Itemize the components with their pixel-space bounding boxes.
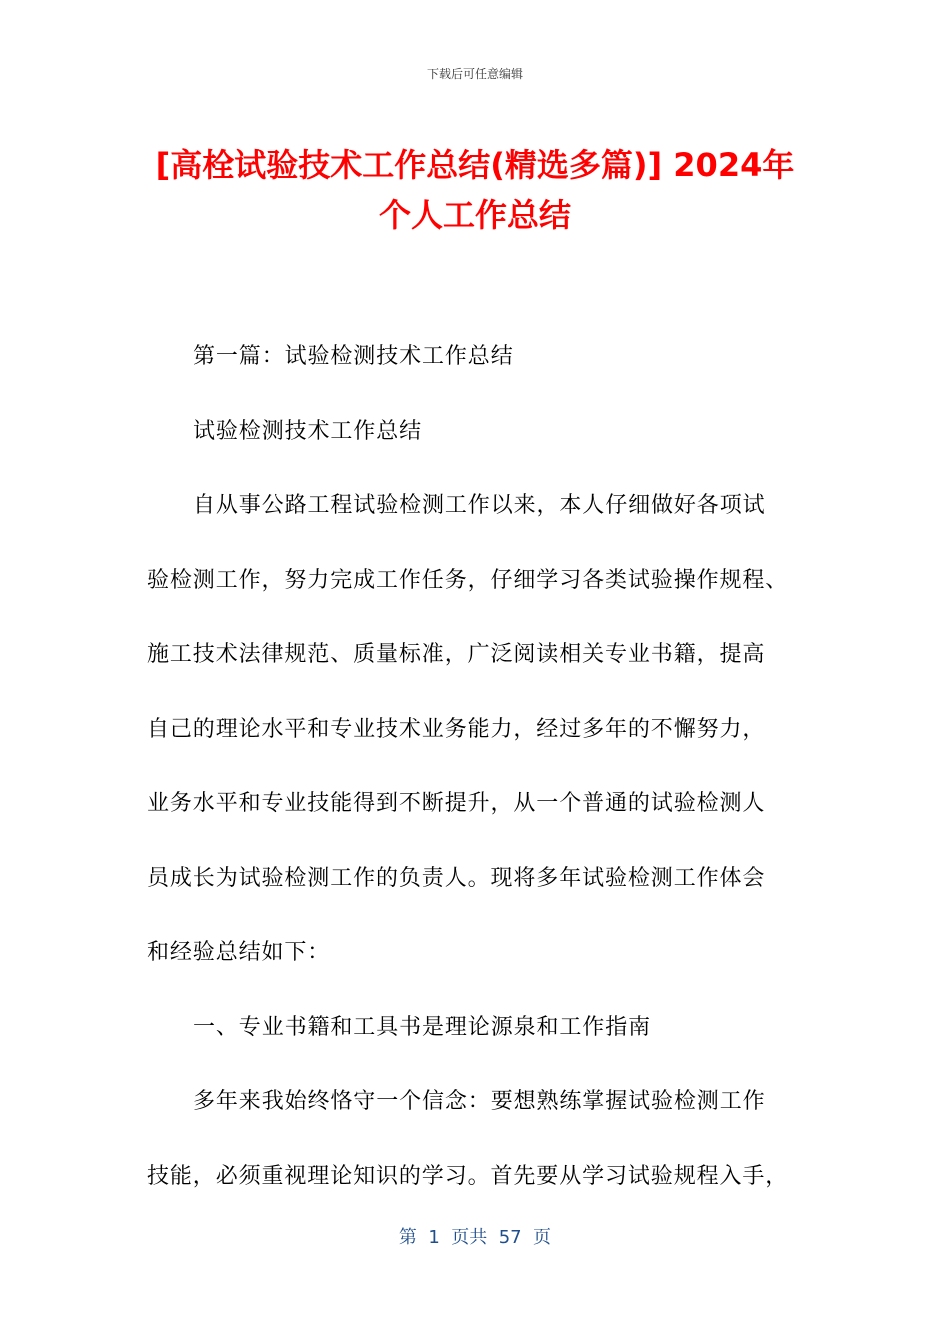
document-title [120,140,830,240]
subsection-heading: 试验检测技术工作总结 [193,418,423,444]
paragraph-line: 员成长为试验检测工作的负责人。现将多年试验检测工作体会 [147,865,766,891]
point-heading: 一、专业书籍和工具书是理论源泉和工作指南 [193,1014,652,1040]
paragraph-line: 施工技术法律规范、质量标准，广泛阅读相关专业书籍，提高 [147,642,766,667]
paragraph-line: 验检测工作，努力完成工作任务，仔细学习各类试验操作规程、 [147,567,789,593]
page-footer: 第 1 页共 57 页 [398,1227,552,1248]
document-body [147,320,807,1214]
title-line-1: [高栓试验技术工作总结(精选多篇)] 2024年 [155,146,795,184]
paragraph-line: 业务水平和专业技能得到不断提升，从一个普通的试验检测人 [147,791,766,816]
title-line-2: 个人工作总结 [378,196,571,234]
paragraph-line: 和经验总结如下： [147,940,331,965]
paragraph-line: 技能，必须重视理论知识的学习。首先要从学习试验规程入手， [147,1163,789,1189]
section-heading: 第一篇：试验检测技术工作总结 [193,344,514,369]
paragraph-line: 自己的理论水平和专业技术业务能力，经过多年的不懈努力， [147,716,766,742]
paragraph-line: 自从事公路工程试验检测工作以来，本人仔细做好各项试 [193,493,766,518]
header-note: 下载后可任意编辑 [426,67,523,81]
paragraph-line: 多年来我始终恪守一个信念：要想熟练掌握试验检测工作 [193,1089,766,1114]
